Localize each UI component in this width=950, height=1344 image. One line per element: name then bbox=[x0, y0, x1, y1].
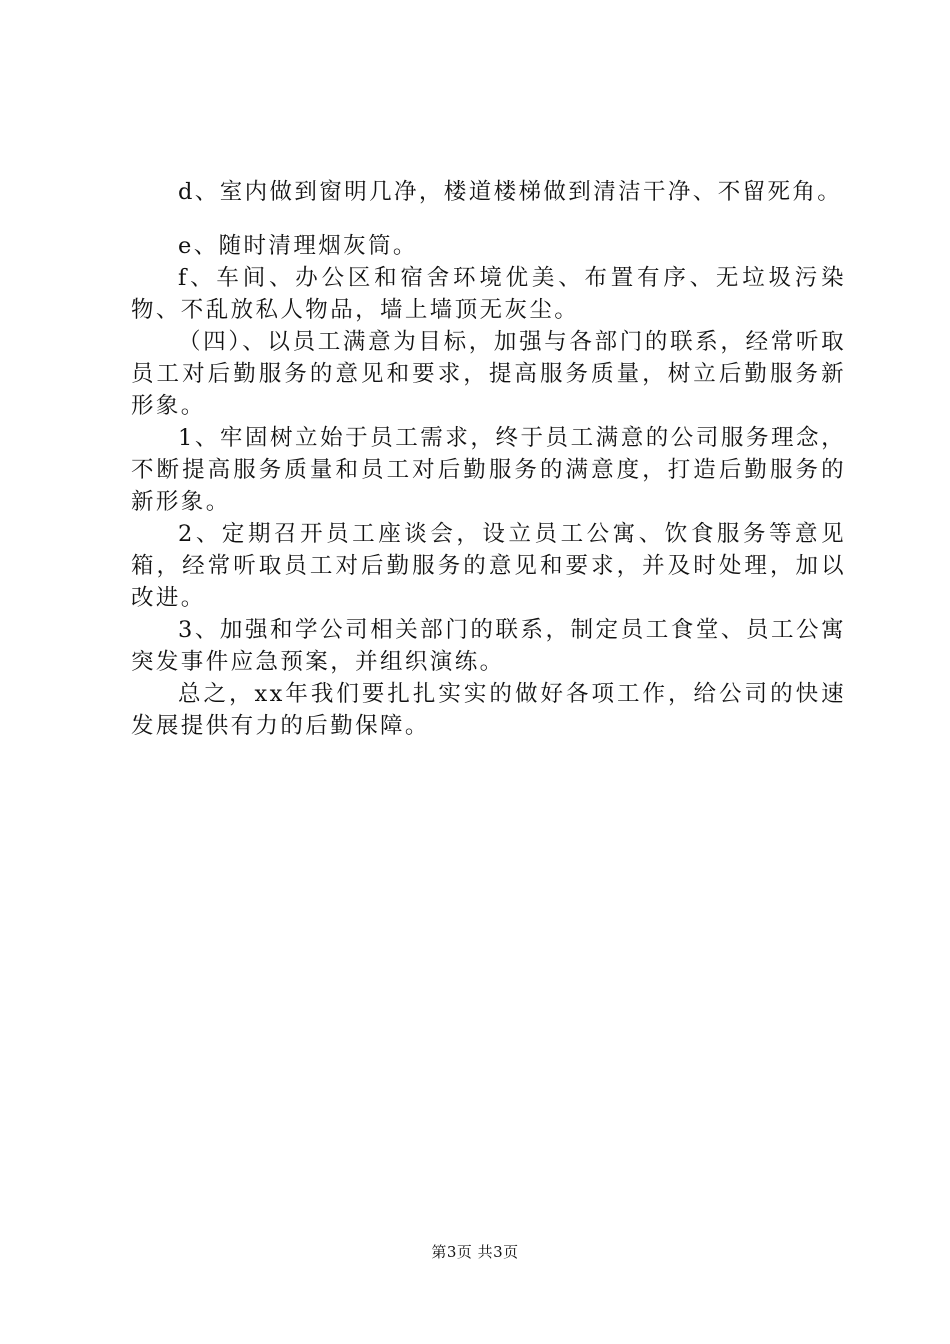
page-number-footer: 第3页 共3页 bbox=[431, 1243, 519, 1261]
paragraph-item-2: 2、定期召开员工座谈会，设立员工公寓、饮食服务等意见箱，经常听取员工对后勤服务的意见和要求，并及时处理，加以改进。 bbox=[131, 521, 846, 611]
document-body bbox=[131, 176, 846, 742]
paragraph-item-e: e、随时清理烟灰筒。 bbox=[178, 233, 418, 259]
paragraph-item-1: 1、牢固树立始于员工需求，终于员工满意的公司服务理念，不断提高服务质量和员工对后勤服务的满意度，打造后勤服务的新形象。 bbox=[131, 425, 846, 515]
paragraph-item-d: d、室内做到窗明几净，楼道楼梯做到清洁干净、不留死角。 bbox=[178, 179, 843, 205]
paragraph-section-four: （四）、以员工满意为目标，加强与各部门的联系，经常听取员工对后勤服务的意见和要求，提高服务质量，树立后勤服务新形象。 bbox=[131, 329, 846, 419]
paragraph-conclusion: 总之，xx年我们要扎扎实实的做好各项工作，给公司的快速发展提供有力的后勤保障。 bbox=[131, 681, 846, 739]
paragraph-item-f: f、车间、办公区和宿舍环境优美、布置有序、无垃圾污染物、不乱放私人物品，墙上墙顶无灰尘。 bbox=[131, 265, 846, 323]
paragraph-item-3: 3、加强和学公司相关部门的联系，制定员工食堂、员工公寓突发事件应急预案，并组织演练。 bbox=[131, 617, 846, 675]
